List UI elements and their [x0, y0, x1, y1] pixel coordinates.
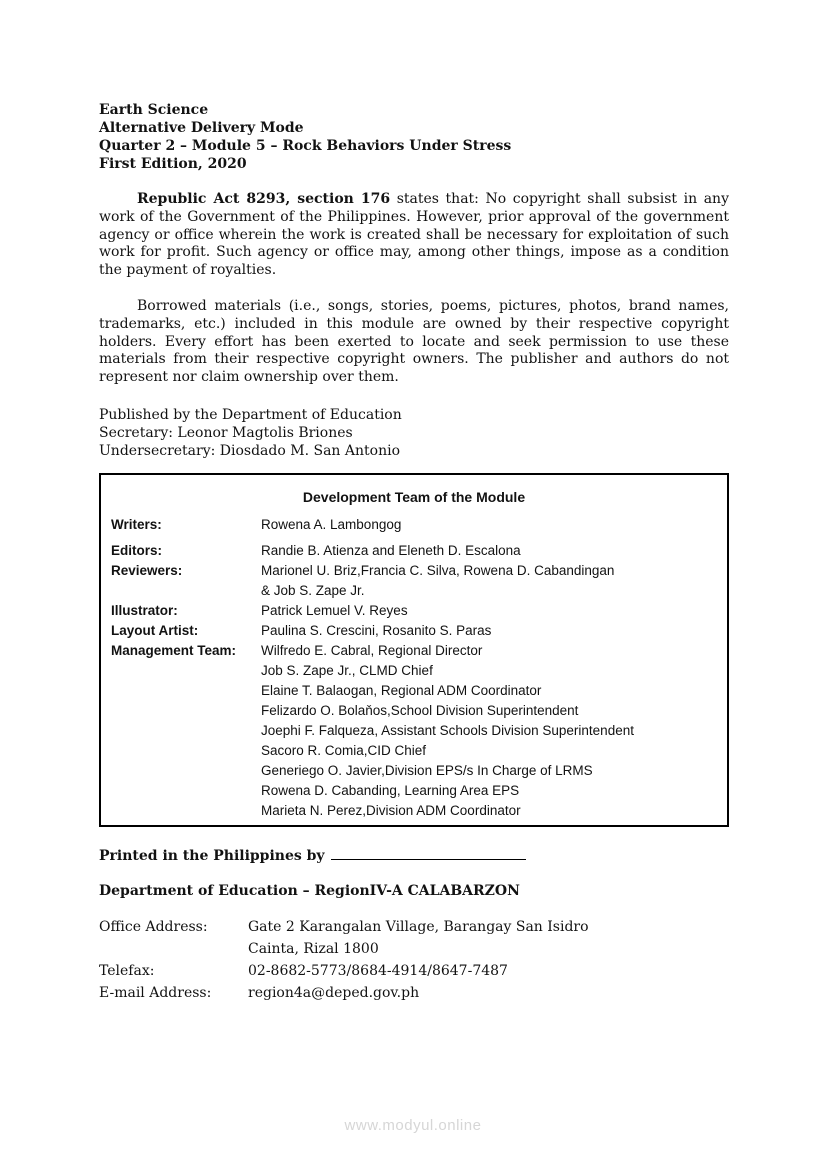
dev-team-row-label: Editors: — [111, 542, 163, 558]
dev-team-row-value: Rowena D. Cabanding, Learning Area EPS — [261, 782, 520, 798]
copyright-paragraph — [99, 191, 729, 280]
borrowed-materials-paragraph: Borrowed materials (i.e., songs, stories, poems, pictures, photos, brand names, trademarks, etc.) included in this module are owned by their respective copyright holders. Every effort has been exerted to locate and seek permission to use these materials from their respective copyright owners. The publisher and authors do not represent nor claim ownership over them. — [99, 297, 729, 386]
dev-team-row-value: Joephi F. Falqueza, Assistant Schools Division Superintendent — [261, 722, 634, 738]
module-subject: Earth Science — [99, 102, 209, 118]
dev-team-row-label: Layout Artist: — [111, 622, 199, 638]
contact-row-value: region4a@deped.gov.ph — [248, 984, 420, 1001]
dev-team-row-values — [261, 621, 717, 641]
dev-team-row-values — [261, 601, 717, 621]
contact-row — [99, 916, 729, 960]
development-team-title: Development Team of the Module — [302, 488, 526, 505]
dev-team-row-value: Marionel U. Briz,Francia C. Silva, Rowena D. Cabandingan — [261, 562, 615, 578]
dev-team-row-value: Marieta N. Perez,Division ADM Coordinator — [261, 802, 521, 818]
dev-team-row-label: Illustrator: — [111, 602, 178, 618]
contact-row-label: Office Address: — [99, 918, 208, 935]
development-team-rows — [111, 515, 717, 821]
publisher-block — [99, 406, 729, 460]
blank-underline — [331, 856, 526, 860]
page-content — [99, 0, 729, 1004]
dev-team-row-value: Randie B. Atienza and Eleneth D. Escalona — [261, 542, 521, 558]
printed-in-line — [99, 847, 729, 865]
dev-team-row-value: & Job S. Zape Jr. — [261, 582, 365, 598]
dev-team-row-label: Reviewers: — [111, 562, 183, 578]
contact-row — [99, 982, 729, 1004]
department-region-line: Department of Education – RegionIV-A CALABARZON — [99, 882, 520, 899]
contact-row-label: E-mail Address: — [99, 984, 212, 1001]
dev-team-row — [111, 601, 717, 621]
dev-team-row-value: Generiego O. Javier,Division EPS/s In Charge of LRMS — [261, 762, 593, 778]
contact-row-values — [248, 960, 729, 982]
watermark: www.modyul.online — [344, 1117, 482, 1134]
dev-team-row-value: Sacoro R. Comia,CID Chief — [261, 742, 427, 758]
development-team-box — [99, 473, 729, 827]
contact-row — [99, 960, 729, 982]
dev-team-row — [111, 515, 717, 535]
module-title: Quarter 2 – Module 5 – Rock Behaviors Under Stress — [99, 138, 512, 154]
dev-team-row-label: Writers: — [111, 516, 162, 532]
contact-row-values — [248, 982, 729, 1004]
dev-team-row-value: Wilfredo E. Cabral, Regional Director — [261, 642, 483, 658]
dev-team-row-value: Felizardo O. Bolaňos,School Division Superintendent — [261, 702, 579, 718]
dev-team-row-value: Patrick Lemuel V. Reyes — [261, 602, 408, 618]
dev-team-row — [111, 641, 717, 821]
secretary-line: Secretary: Leonor Magtolis Briones — [99, 424, 353, 441]
module-mode: Alternative Delivery Mode — [99, 120, 304, 136]
published-by-line: Published by the Department of Education — [99, 406, 402, 423]
copyright-act-bold: Republic Act 8293, section 176 — [137, 191, 391, 207]
contact-row-value: Gate 2 Karangalan Village, Barangay San Isidro — [248, 918, 589, 935]
dev-team-row — [111, 561, 717, 601]
dev-team-row-label: Management Team: — [111, 642, 237, 658]
contact-row-value: Cainta, Rizal 1800 — [248, 940, 379, 957]
dev-team-row-value: Job S. Zape Jr., CLMD Chief — [261, 662, 433, 678]
dev-team-row — [111, 621, 717, 641]
copyright-act-text: states that: No copyright shall subsist in any work of the Government of the Philippines. However, prior approval of the government agency or office wherein the work is created shall be necessary for exploitation of such work for profit. Such agency or office may, among other things, impose as a condition the payment of royalties. — [99, 191, 729, 279]
dev-team-row-values — [261, 541, 717, 561]
module-edition: First Edition, 2020 — [99, 156, 247, 172]
dev-team-row-value: Paulina S. Crescini, Rosanito S. Paras — [261, 622, 492, 638]
dev-team-row-values — [261, 641, 717, 821]
dev-team-row-values — [261, 561, 717, 601]
dev-team-row-value: Rowena A. Lambongog — [261, 516, 402, 532]
contact-block — [99, 916, 729, 1004]
undersecretary-line: Undersecretary: Diosdado M. San Antonio — [99, 442, 400, 459]
dev-team-row-values — [261, 515, 717, 535]
contact-row-value: 02-8682-5773/8684-4914/8647-7487 — [248, 962, 508, 979]
contact-row-values — [248, 916, 729, 960]
module-header — [99, 101, 729, 173]
contact-row-label: Telefax: — [99, 962, 155, 979]
printed-in-label: Printed in the Philippines by — [99, 847, 325, 864]
dev-team-row-value: Elaine T. Balaogan, Regional ADM Coordinator — [261, 682, 542, 698]
dev-team-row — [111, 541, 717, 561]
